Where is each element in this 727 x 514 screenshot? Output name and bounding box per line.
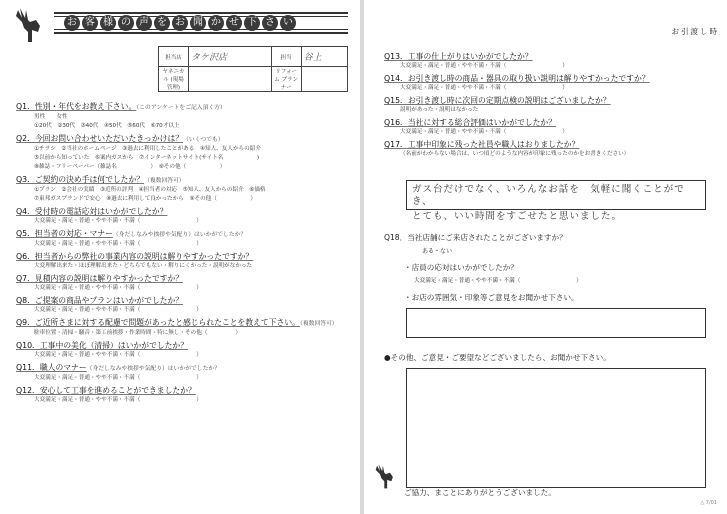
rep-label: 担当 bbox=[271, 47, 301, 67]
title-char: せ bbox=[226, 15, 242, 31]
question-title bbox=[384, 96, 719, 106]
right-questions bbox=[384, 52, 719, 162]
title-char: お bbox=[172, 15, 188, 31]
shop-impression-box[interactable] bbox=[406, 308, 706, 338]
answer-options[interactable]: 大変満足・満足・普通・やや不満・不満（ ） bbox=[34, 397, 202, 403]
planner-label: リフォーム プランナー bbox=[271, 67, 301, 92]
question-item bbox=[384, 140, 719, 159]
title-char: お bbox=[64, 15, 80, 31]
answer-options[interactable]: ①チラシ ②当社のホームページ ③過去に利用したことがある ④知人、友人からの紹介 bbox=[34, 146, 261, 152]
answer-options[interactable]: 大変満足・満足・普通・やや不満・不満（ ） bbox=[400, 129, 568, 135]
question-item bbox=[16, 175, 354, 204]
question-note: （複数回答可） bbox=[299, 321, 338, 327]
answer-options[interactable]: 大変理解出来た・ほぼ理解出来た・どちらでもない・解りにくかった・説明がなかった bbox=[34, 263, 253, 269]
question-item bbox=[384, 118, 719, 137]
title-char: か bbox=[208, 15, 224, 31]
answer-options[interactable]: 大変満足・満足・普通・やや不満・不満（ ） bbox=[34, 307, 202, 313]
question-note: （身だしなみや挨拶や気配り）はいかがでしたか？ bbox=[112, 232, 247, 238]
title-char: の bbox=[118, 15, 134, 31]
question-item bbox=[16, 229, 354, 249]
question-title bbox=[16, 229, 354, 240]
question-text: Q14．お引き渡し時の商品・器具の取り扱い説明は解りやすかったですか？ bbox=[384, 74, 650, 83]
site-manager-value bbox=[189, 67, 272, 92]
deer-emblem-icon bbox=[370, 462, 400, 492]
question-item bbox=[16, 274, 354, 293]
answer-options[interactable]: 大変満足・満足・普通・やや不満・不満（ ） bbox=[400, 85, 568, 91]
question-item bbox=[384, 52, 719, 71]
rep-value: 谷上 bbox=[301, 47, 347, 67]
title-char: 声 bbox=[136, 15, 152, 31]
answer-options[interactable]: 駐車位置・清掃・騒音・第工前挨拶・作業時間・特に無し・その他（ ） bbox=[34, 330, 241, 336]
planner-value bbox=[301, 67, 347, 92]
handover-header: お引渡し時 bbox=[671, 27, 719, 36]
question-item bbox=[16, 363, 354, 383]
question-item bbox=[16, 386, 354, 405]
question-text: Q4．受付時の電話応対はいかがでしたか？ bbox=[16, 207, 168, 216]
q18-sub1-options: 大変満足・満足・普通・やや不満・不満（ ） bbox=[414, 278, 582, 284]
answer-options[interactable]: 説明があった・説明はなかった bbox=[400, 107, 479, 113]
question-text: Q6．担当者からの弊社の事業内容の説明は解りやすかったですか？ bbox=[16, 252, 254, 261]
question-text: Q15．お引き渡し時に次回の定期点検の説明はございましたか？ bbox=[384, 96, 611, 105]
question-item bbox=[384, 74, 719, 93]
question-title bbox=[16, 296, 354, 306]
staff-row bbox=[159, 47, 348, 67]
store-value: タケ沢店 bbox=[189, 47, 272, 67]
question-title bbox=[384, 140, 719, 150]
question-note: （複数回答可） bbox=[144, 178, 185, 184]
question-text: Q2．今回お問い合わせいただいたきっかけは？ bbox=[16, 134, 184, 143]
q18-answer: ある・ない bbox=[422, 248, 453, 255]
question-text: Q17．工事中印象に残った社員や職人はおりましたか？ bbox=[384, 140, 580, 149]
answer-options[interactable]: ⑧雑誌・フリーペーパー（雑誌名 ） ⑨その他（ ） bbox=[34, 164, 226, 170]
question-text: Q11．職人のマナー bbox=[16, 363, 87, 372]
answer-options[interactable]: 男性 女性 bbox=[34, 114, 68, 120]
other-comments-title: ●その他、ご意見・ご要望などございましたら、お聞かせ下さい。 bbox=[384, 353, 611, 362]
answer-options[interactable]: ⑤以前から知っていた ⑥案内ガスから ⑦インターネットサイト(サイト名 ) bbox=[34, 155, 260, 161]
question-item bbox=[16, 296, 354, 315]
answer-options[interactable]: 大変満足・満足・普通・やや不満・不満（ ） bbox=[34, 285, 202, 291]
answer-options[interactable]: 大変満足・満足・普通・やや不満・不満（ ） bbox=[34, 241, 202, 247]
question-item bbox=[16, 207, 354, 226]
question-title bbox=[384, 52, 719, 62]
question-text: Q13．工事の仕上がりはいかがでしたか？ bbox=[384, 52, 533, 61]
answer-options[interactable]: ①プラン ②会社の実績 ③近所の評判 ④担当者の対応 ⑤知人、友人からの紹介 ⑥価格 bbox=[34, 187, 266, 193]
question-item bbox=[16, 134, 354, 172]
question-text: Q16．当社に対する総合評価はいかがでしたか？ bbox=[384, 118, 556, 127]
form-code: △ 7/01 bbox=[700, 500, 717, 506]
question-item bbox=[16, 252, 354, 271]
question-item bbox=[384, 96, 719, 115]
title-char: 下 bbox=[244, 15, 260, 31]
staff-table bbox=[158, 46, 348, 92]
title-char: 客 bbox=[82, 15, 98, 31]
question-text: Q7．見積内容の説明は解りやすかったですか？ bbox=[16, 274, 184, 283]
question-text: Q1．性別・年代をお教え下さい。 bbox=[16, 102, 137, 111]
question-item bbox=[16, 341, 354, 360]
q17-answer-line: ガス台だけでなく、いろんなお話を 気軽に聞くことができ、 bbox=[412, 184, 685, 207]
question-title bbox=[384, 74, 719, 84]
thanks-message: ご協力、まことにありがとうございました。 bbox=[404, 488, 556, 497]
question-text: Q12．安心して工事を進めることができましたか？ bbox=[16, 386, 196, 395]
answer-options[interactable]: 大変満足・満足・普通・やや不満・不満（ ） bbox=[400, 63, 568, 69]
question-title bbox=[16, 274, 354, 284]
question-title bbox=[16, 175, 354, 186]
q18-title: Q18．当社店舗にご来店されたことがございますか？ bbox=[384, 233, 567, 242]
answer-options[interactable]: 大変満足・満足・普通・やや不満・不満（ ） bbox=[34, 352, 202, 358]
answer-options[interactable]: 大変満足・満足・普通・やや不満・不満（ ） bbox=[34, 218, 202, 224]
question-title bbox=[16, 252, 354, 262]
deer-emblem-icon bbox=[8, 6, 50, 46]
answer-options[interactable]: （名前がわからない場合は、いつ頃どのような内容が印象に残ったのかをお書きください） bbox=[400, 151, 630, 157]
question-text: Q8．ご提案の商品やプランはいかがでしたか？ bbox=[16, 296, 184, 305]
q18-sub2-title: ・お店の雰囲気・印象等ご意見をお聞かせ下さい。 bbox=[404, 293, 579, 302]
question-title bbox=[16, 318, 354, 329]
right-page bbox=[364, 0, 727, 514]
question-title bbox=[16, 386, 354, 396]
question-note: （身だしなみや挨拶や気配り）はいかがでしたか？ bbox=[86, 366, 220, 372]
question-title bbox=[16, 207, 354, 217]
question-item bbox=[16, 318, 354, 338]
answer-options[interactable]: 大変満足・満足・普通・やや不満・不満（ ） bbox=[34, 375, 202, 381]
question-text: Q3．ご契約の決め手は何でしたか？ bbox=[16, 175, 145, 184]
title-char: い bbox=[280, 15, 296, 31]
question-text: Q10．工事中の美化（清掃）はいかがでしたか？ bbox=[16, 341, 188, 350]
question-note: （いくつでも） bbox=[183, 137, 224, 143]
question-text: Q9．ご近所さまに対する配慮で問題があったと感じられたことを教えて下さい。 bbox=[16, 318, 300, 327]
store-label: 担当店 bbox=[159, 47, 189, 67]
q18-sub1-title: ・店員の応対はいかがでしたか？ bbox=[404, 263, 518, 272]
question-item bbox=[16, 102, 354, 131]
staff-row bbox=[159, 67, 348, 92]
question-note: （このアンケートをご記入頂く方） bbox=[136, 105, 226, 111]
question-title bbox=[16, 102, 354, 113]
answer-options[interactable]: ⑦東邦ガスブランドで安心 ⑧過去に利用して良かったから ⑨その他（ ） bbox=[34, 196, 257, 202]
left-questions bbox=[16, 102, 354, 408]
title-char: を bbox=[154, 15, 170, 31]
site-manager-label: ヤネニカル (現場管理) bbox=[159, 67, 189, 92]
question-title bbox=[16, 363, 354, 374]
title-char: 聞 bbox=[190, 15, 206, 31]
survey-title-band bbox=[54, 12, 348, 34]
survey-title bbox=[64, 15, 296, 31]
question-text: Q5．担当者の対応・マナー bbox=[16, 229, 113, 238]
title-char: 様 bbox=[100, 15, 116, 31]
title-char: さ bbox=[262, 15, 278, 31]
answer-options[interactable]: ①20代 ②30代 ③40代 ④50代 ⑤60代 ⑥70才以上 bbox=[34, 123, 180, 129]
left-page bbox=[0, 0, 360, 514]
q17-answer-box[interactable] bbox=[406, 180, 706, 222]
question-title bbox=[16, 134, 354, 145]
question-title bbox=[16, 341, 354, 351]
q17-answer-line: とても、いい時間をすごせたと思いました。 bbox=[412, 211, 623, 222]
other-comments-box[interactable] bbox=[406, 368, 706, 488]
question-title bbox=[384, 118, 719, 128]
